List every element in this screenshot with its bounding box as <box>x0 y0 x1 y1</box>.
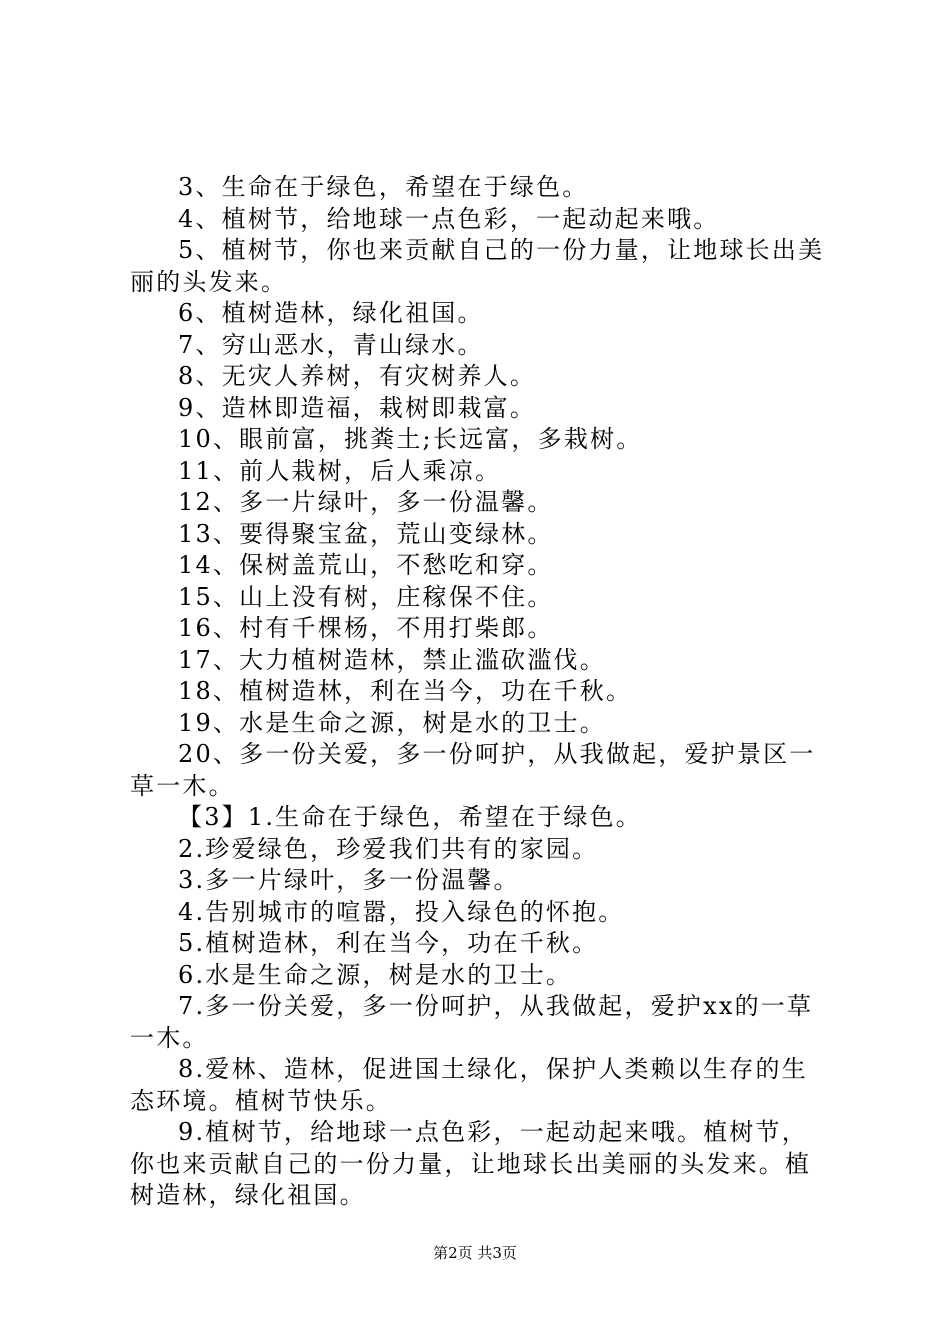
paragraph-9: 9、造林即造福，栽树即栽富。 <box>178 393 537 422</box>
paragraph-7: 7、穷山恶水，青山绿水。 <box>178 330 484 359</box>
paragraph-6: 6、植树造林，绿化祖国。 <box>178 299 484 327</box>
paragraph-20: 20、多一份关爱，多一份呵护，从我做起，爱护景区一草一木。 <box>130 740 816 800</box>
section-3-item-4: 4.告别城市的喧嚣，投入绿色的怀抱。 <box>178 897 625 926</box>
paragraph-15: 15、山上没有树，庄稼保不住。 <box>178 582 554 611</box>
paragraph-12: 12、多一片绿叶，多一份温馨。 <box>178 488 554 516</box>
section-3-item-2: 2.珍爱绿色，珍爱我们共有的家园。 <box>178 834 599 863</box>
paragraph-3: 3、生命在于绿色，希望在于绿色。 <box>178 173 589 201</box>
document-body <box>130 172 830 1212</box>
section-3-item-3: 3.多一片绿叶，多一份温馨。 <box>178 866 520 894</box>
section-3-item-6: 6.水是生命之源，树是水的卫士。 <box>178 960 573 989</box>
paragraph-11: 11、前人栽树，后人乘凉。 <box>178 456 502 485</box>
paragraph-13: 13、要得聚宝盆，荒山变绿林。 <box>178 519 554 548</box>
paragraph-5: 5、植树节，你也来贡献自己的一份力量，让地球长出美丽的头发来。 <box>130 236 825 296</box>
page-footer <box>0 1243 950 1263</box>
section-3-item-1: 【3】1.生命在于绿色，希望在于绿色。 <box>178 803 642 831</box>
paragraph-18: 18、植树造林，利在当今，功在千秋。 <box>178 677 633 705</box>
paragraph-19: 19、水是生命之源，树是水的卫士。 <box>178 708 606 737</box>
section-3-item-7: 7.多一份关爱，多一份呵护，从我做起，爱护xx的一草一木。 <box>130 992 814 1052</box>
paragraph-16: 16、村有千棵杨，不用打柴郎。 <box>178 614 554 642</box>
paragraph-17: 17、大力植树造林，禁止滥砍滥伐。 <box>178 645 606 674</box>
page-number-label: 第2页 共3页 <box>433 1244 517 1262</box>
paragraph-10: 10、眼前富，挑粪土;长远富，多栽树。 <box>178 425 643 453</box>
paragraph-14: 14、保树盖荒山，不愁吃和穿。 <box>178 551 554 579</box>
section-3-item-5: 5.植树造林，利在当今，功在千秋。 <box>178 929 599 957</box>
section-3-item-9: 9.植树节，给地球一点色彩，一起动起来哦。植树节，你也来贡献自己的一份力量，让地球长出美丽的头发来。植树造林，绿化祖国。 <box>130 1118 812 1209</box>
paragraph-4: 4、植树节，给地球一点色彩，一起动起来哦。 <box>178 204 720 233</box>
section-3-item-8: 8.爱林、造林，促进国土绿化，保护人类赖以生存的生态环境。植树节快乐。 <box>130 1055 808 1115</box>
paragraph-8: 8、无灾人养树，有灾树养人。 <box>178 362 537 390</box>
